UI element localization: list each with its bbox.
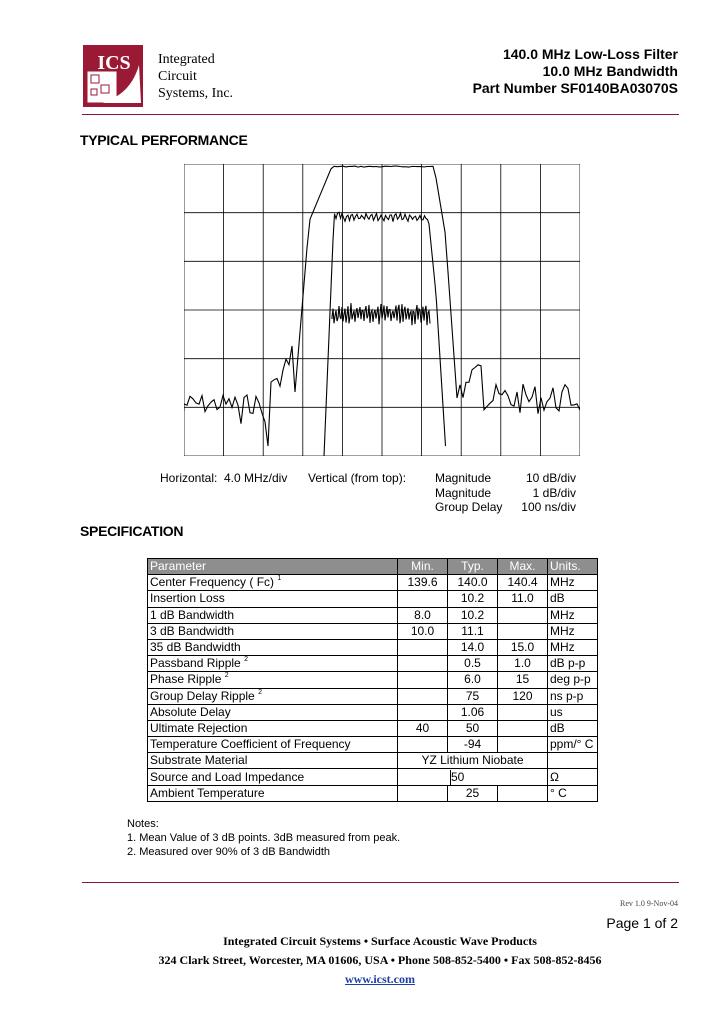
scale-name: Magnitude (435, 486, 492, 500)
max-cell (498, 720, 548, 736)
horizontal-label: Horizontal: (160, 471, 218, 485)
notes-heading: Notes: (127, 818, 159, 830)
table-row (148, 688, 598, 704)
scale-value: 1 dB/div (532, 486, 576, 500)
impedance-value: 50 (451, 769, 465, 784)
min-cell (398, 688, 448, 704)
param-cell: 35 dB Bandwidth (148, 639, 398, 655)
footnote-ref: 2 (244, 656, 248, 664)
table-row (148, 591, 598, 607)
min-cell: 8.0 (398, 607, 448, 623)
param-cell: Source and Load Impedance (148, 769, 398, 785)
group-delay-trace (332, 303, 430, 325)
table-row (148, 623, 598, 639)
typ-cell: 10.2 (448, 591, 498, 607)
param-cell: Passband Ripple $^2$ (148, 656, 398, 672)
units-cell: ° C (548, 785, 598, 801)
scale-name: Group Delay (435, 500, 503, 514)
units-cell: deg p-p (548, 672, 598, 688)
max-cell: 120 (498, 688, 548, 704)
typ-cell: 140.0 (448, 575, 498, 591)
param-cell: Center Frequency ( Fc) $^1$ (148, 575, 398, 591)
revision: Rev 1.0 9-Nov-04 (620, 899, 678, 908)
min-cell: 10.0 (398, 623, 448, 639)
table-row (148, 672, 598, 688)
notes (127, 817, 400, 859)
min-cell (398, 704, 448, 720)
param-cell: Phase Ripple $^2$ (148, 672, 398, 688)
company-name-line: Systems, Inc. (158, 86, 234, 101)
footer (80, 932, 680, 989)
units-cell: dB (548, 720, 598, 736)
min-cell (398, 591, 448, 607)
company-logo (83, 45, 143, 107)
table-row (148, 575, 598, 591)
param-cell: 3 dB Bandwidth (148, 623, 398, 639)
column-header: Max. (498, 559, 548, 575)
typ-cell: 25 (448, 785, 498, 801)
param-cell: 1 dB Bandwidth (148, 607, 398, 623)
typ-cell: 10.2 (448, 607, 498, 623)
column-header: Min. (398, 559, 448, 575)
table-header-row (148, 559, 598, 575)
specification-table (147, 558, 598, 802)
max-cell: 11.0 (498, 591, 548, 607)
header-divider (82, 114, 679, 115)
typical-performance-heading: TYPICAL PERFORMANCE (80, 132, 248, 148)
svg-text:ICS: ICS (97, 52, 131, 74)
table-row (148, 769, 598, 785)
max-cell: 140.4 (498, 575, 548, 591)
typ-cell: 11.1 (448, 623, 498, 639)
units-cell: MHz (548, 623, 598, 639)
param-cell: Ultimate Rejection (148, 720, 398, 736)
units-cell: dB p-p (548, 656, 598, 672)
param-cell: Group Delay Ripple $^2$ (148, 688, 398, 704)
table-row (148, 720, 598, 736)
typ-cell: -94 (448, 737, 498, 753)
typ-cell: 0.5 (448, 656, 498, 672)
substrate-value: YZ Lithium Niobate (398, 753, 548, 769)
column-header: Units. (548, 559, 598, 575)
max-cell: 15.0 (498, 639, 548, 655)
typ-cell: 6.0 (448, 672, 498, 688)
title-line-2: 10.0 MHz Bandwidth (542, 63, 678, 79)
note-item: 2. Measured over 90% of 3 dB Bandwidth (127, 846, 331, 858)
horizontal-scale: 4.0 MHz/div (224, 471, 288, 485)
max-cell (498, 623, 548, 639)
vertical-label: Vertical (from top): (308, 471, 407, 485)
specification-heading: SPECIFICATION (80, 523, 184, 539)
table-row (148, 704, 598, 720)
product-title (473, 46, 678, 97)
min-cell (398, 639, 448, 655)
param-cell: Ambient Temperature (148, 785, 398, 801)
scale-name: Magnitude (435, 471, 492, 485)
units-cell: MHz (548, 639, 598, 655)
units-cell: MHz (548, 607, 598, 623)
column-header: Parameter (148, 559, 398, 575)
column-header: Typ. (448, 559, 498, 575)
units-cell: ns p-p (548, 688, 598, 704)
param-cell: Insertion Loss (148, 591, 398, 607)
typ-cell: 14.0 (448, 639, 498, 655)
footnote-ref: 2 (258, 688, 262, 696)
footer-line-1: Integrated Circuit Systems • Surface Acoustic Wave Products (223, 934, 537, 948)
param-cell: Absolute Delay (148, 704, 398, 720)
note-item: 1. Mean Value of 3 dB points. 3dB measured from peak. (127, 832, 401, 844)
title-line-1: 140.0 MHz Low-Loss Filter (502, 46, 678, 62)
table-row (148, 785, 598, 801)
max-cell (498, 704, 548, 720)
website-link[interactable]: www.icst.com (345, 972, 415, 986)
table-row (148, 753, 598, 769)
max-cell: 1.0 (498, 656, 548, 672)
units-cell: Ω (548, 769, 598, 785)
company-name (158, 51, 233, 102)
min-cell (398, 656, 448, 672)
param-cell: Temperature Coefficient of Frequency (148, 737, 398, 753)
units-cell: us (548, 704, 598, 720)
table-row (148, 639, 598, 655)
typ-cell: 1.06 (448, 704, 498, 720)
min-cell (398, 737, 448, 753)
footer-divider (82, 882, 679, 883)
footnote-ref: 1 (277, 575, 282, 583)
units-cell: MHz (548, 575, 598, 591)
min-cell: 139.6 (398, 575, 448, 591)
performance-chart (184, 164, 580, 456)
company-name-line: Circuit (158, 69, 197, 84)
min-cell: 40 (398, 720, 448, 736)
units-cell: ppm/° C (548, 737, 598, 753)
typ-cell: 50 (448, 720, 498, 736)
scale-value: 100 ns/div (521, 500, 576, 514)
page-number: Page 1 of 2 (606, 915, 678, 931)
max-cell (498, 737, 548, 753)
footnote-ref: 2 (224, 672, 229, 680)
max-cell (498, 607, 548, 623)
min-cell (398, 672, 448, 688)
table-row (148, 656, 598, 672)
footer-line-2: 324 Clark Street, Worcester, MA 01606, USA • Phone 508-852-5400 • Fax 508-852-8456 (158, 953, 602, 967)
param-cell: Substrate Material (148, 753, 398, 769)
table-row (148, 607, 598, 623)
max-cell: 15 (498, 672, 548, 688)
units-cell: dB (548, 591, 598, 607)
part-number: Part Number SF0140BA03070S (472, 80, 678, 96)
typ-cell: 75 (448, 688, 498, 704)
company-name-line: Integrated (158, 52, 215, 67)
table-row (148, 737, 598, 753)
scale-value: 10 dB/div (525, 471, 576, 485)
